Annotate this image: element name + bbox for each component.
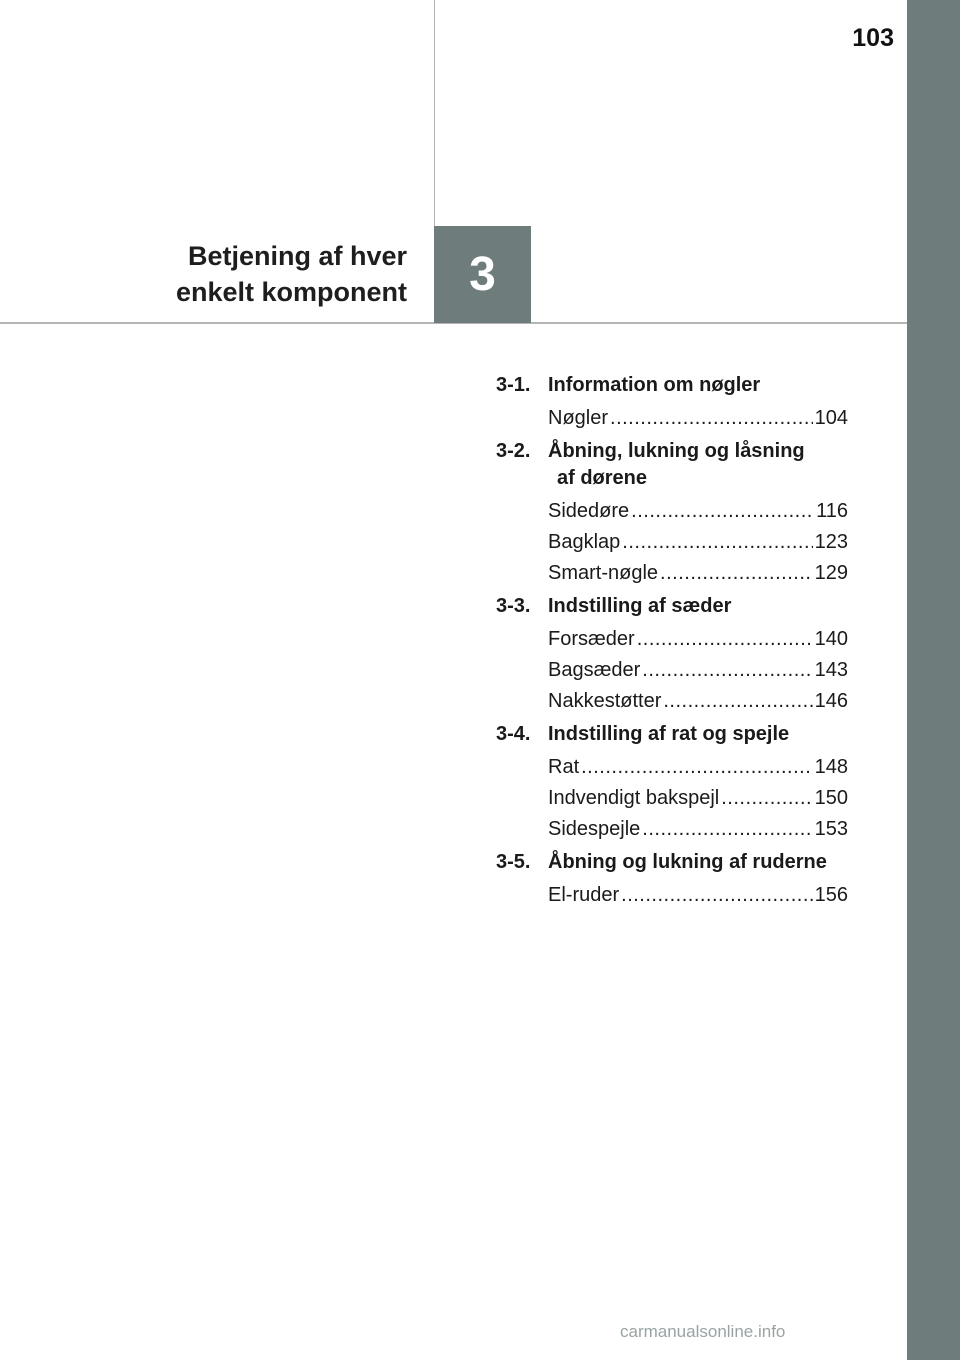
toc-entry[interactable] bbox=[548, 496, 848, 527]
toc-entry[interactable] bbox=[548, 558, 848, 589]
toc-section-heading[interactable] bbox=[496, 368, 848, 403]
watermark: carmanualsonline.info bbox=[620, 1322, 786, 1341]
toc-entry-page: 150 bbox=[814, 787, 848, 809]
toc-section-title: Åbning, lukning og låsning bbox=[548, 440, 805, 462]
chapter-number-box bbox=[434, 226, 531, 323]
toc-entry[interactable] bbox=[548, 814, 848, 845]
toc-entry-page: 148 bbox=[814, 756, 848, 778]
toc-entry-page: 104 bbox=[814, 407, 848, 429]
toc-section-title-wrap bbox=[548, 849, 848, 876]
toc-entry[interactable] bbox=[548, 752, 848, 783]
toc-entry-label: Sidedøre bbox=[548, 500, 630, 522]
toc-entry[interactable] bbox=[548, 403, 848, 434]
toc-dot-leader bbox=[581, 752, 813, 783]
chapter-title-line-2: enkelt komponent bbox=[175, 277, 407, 307]
toc-section-title-wrap bbox=[548, 721, 848, 748]
toc-section-heading[interactable] bbox=[496, 717, 848, 752]
toc-dot-leader bbox=[642, 655, 812, 686]
chapter-side-tab bbox=[907, 0, 960, 1360]
toc-section-heading[interactable] bbox=[496, 589, 848, 624]
toc-section-title: Indstilling af sæder bbox=[548, 595, 732, 617]
toc-entry[interactable] bbox=[548, 880, 848, 911]
toc-entry-label: Nøgler bbox=[548, 407, 609, 429]
toc-entry-page: 146 bbox=[814, 690, 848, 712]
toc-dot-leader bbox=[642, 814, 812, 845]
toc-dot-leader bbox=[663, 686, 812, 717]
toc-entry-page: 143 bbox=[814, 659, 848, 681]
toc-entry-page: 153 bbox=[814, 818, 848, 840]
toc-entry[interactable] bbox=[548, 783, 848, 814]
toc-entry-label: Nakkestøtter bbox=[548, 690, 662, 712]
toc-dot-leader bbox=[622, 527, 812, 558]
toc-entry[interactable] bbox=[548, 527, 848, 558]
toc-entry-page: 123 bbox=[814, 531, 848, 553]
chapter-number: 3 bbox=[469, 248, 496, 301]
toc-entry-label: Bagsæder bbox=[548, 659, 641, 681]
toc-section-heading[interactable] bbox=[496, 434, 848, 496]
toc-entry-label: Rat bbox=[548, 756, 580, 778]
toc-section-number: 3-3. bbox=[496, 595, 531, 617]
toc-section-heading[interactable] bbox=[496, 845, 848, 880]
toc-entry[interactable] bbox=[548, 655, 848, 686]
toc-dot-leader bbox=[660, 558, 813, 589]
header-vertical-divider bbox=[434, 0, 435, 226]
toc-entry[interactable] bbox=[548, 624, 848, 655]
toc-section-title: Indstilling af rat og spejle bbox=[548, 723, 790, 745]
toc-entry-label: Indvendigt bakspejl bbox=[548, 787, 720, 809]
chapter-title-line-1: Betjening af hver bbox=[187, 241, 407, 271]
toc-entry-label: Forsæder bbox=[548, 628, 635, 650]
toc-dot-leader bbox=[621, 880, 812, 911]
table-of-contents bbox=[496, 368, 848, 911]
toc-section-number: 3-1. bbox=[496, 374, 531, 396]
toc-section-title-continued: af dørene bbox=[557, 467, 648, 489]
toc-entry-label: Smart-nøgle bbox=[548, 562, 659, 584]
toc-section-title: Information om nøgler bbox=[548, 374, 761, 396]
toc-dot-leader bbox=[610, 403, 813, 434]
toc-dot-leader bbox=[721, 783, 812, 814]
toc-entry[interactable] bbox=[548, 686, 848, 717]
toc-section-number: 3-4. bbox=[496, 723, 531, 745]
toc-section-title-wrap bbox=[548, 438, 848, 492]
toc-entry-page: 140 bbox=[814, 628, 848, 650]
toc-section-title: Åbning og lukning af ruderne bbox=[548, 851, 827, 873]
toc-section-number: 3-5. bbox=[496, 851, 531, 873]
toc-dot-leader bbox=[631, 496, 814, 527]
page-number: 103 bbox=[852, 24, 894, 52]
toc-section-title-wrap bbox=[548, 593, 848, 620]
toc-entry-label: El-ruder bbox=[548, 884, 620, 906]
toc-entry-label: Bagklap bbox=[548, 531, 621, 553]
toc-entry-page: 129 bbox=[814, 562, 848, 584]
toc-section-number: 3-2. bbox=[496, 440, 531, 462]
toc-entry-label: Sidespejle bbox=[548, 818, 641, 840]
chapter-title bbox=[176, 238, 407, 310]
toc-entry-page: 116 bbox=[816, 500, 848, 522]
toc-dot-leader bbox=[637, 624, 813, 655]
toc-entry-page: 156 bbox=[814, 884, 848, 906]
toc-section-title-wrap bbox=[548, 372, 848, 399]
